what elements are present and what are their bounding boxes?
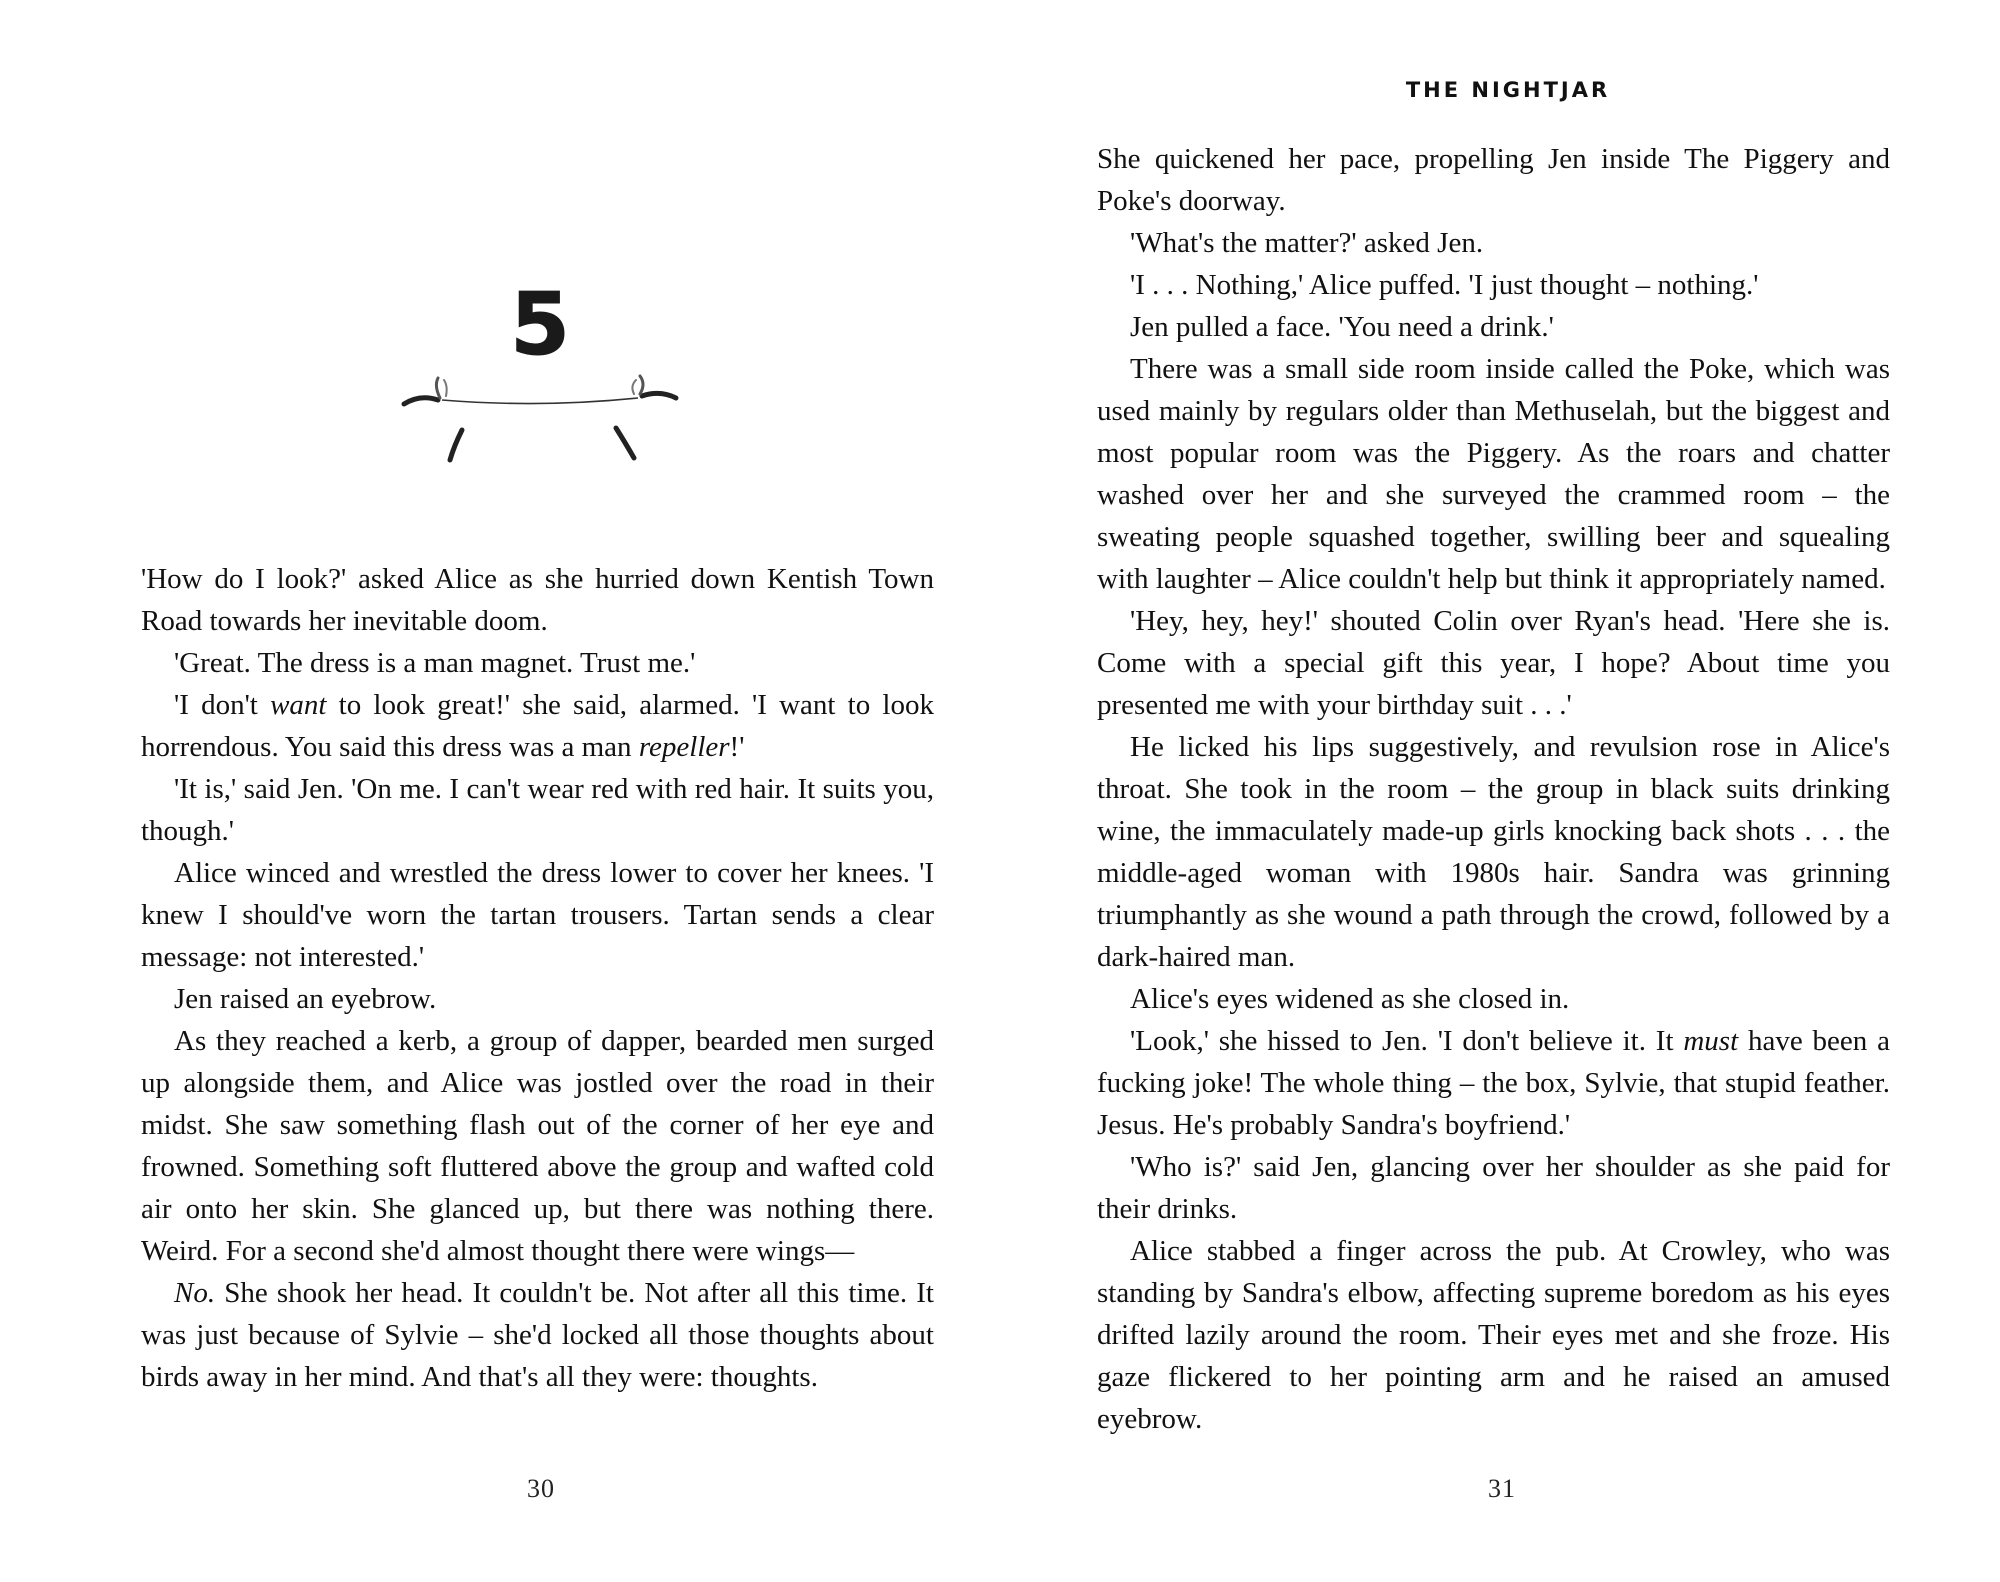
right-page [1000,0,2000,1582]
paragraph: 'How do I look?' asked Alice as she hurried down Kentish Town Road towards her inevitable doom. [141,563,934,637]
paragraph: 'Look,' she hissed to Jen. 'I don't believe it. It must have been a fucking joke! The whole thing – the box, Sylvie, that stupid feather. Jesus. He's probably Sandra's boyfriend.' [1097,1025,1890,1141]
paragraph: 'It is,' said Jen. 'On me. I can't wear red with red hair. It suits you, though.' [141,773,934,847]
paragraph: 'Hey, hey, hey!' shouted Colin over Ryan's head. 'Here she is. Come with a special gift this year, I hope? About time you presented me with your birthday suit . . .' [1097,605,1890,721]
chapter-number: 5 [510,275,570,375]
emphasis: must [1683,1025,1739,1057]
emphasis: want [270,689,327,721]
paragraph: Alice's eyes widened as she closed in. [1130,983,1570,1015]
running-head: THE NIGHTJAR [1405,78,1611,102]
paragraph: Jen pulled a face. 'You need a drink.' [1130,311,1554,343]
paragraph: Alice winced and wrestled the dress lower to cover her knees. 'I knew I should've worn the tartan trousers. Tartan sends a clear message: not interested.' [141,857,934,973]
emphasis: No. [174,1277,216,1309]
paragraph: Alice stabbed a finger across the pub. At Crowley, who was standing by Sandra's elbow, affecting supreme boredom as his eyes drifted lazily around the room. Their eyes met and she froze. His gaze flickered to her pointing arm and he raised an amused eyebrow. [1097,1235,1890,1435]
paragraph: 'I . . . Nothing,' Alice puffed. 'I just thought – nothing.' [1130,269,1759,301]
paragraph: He licked his lips suggestively, and revulsion rose in Alice's throat. She took in the room – the group in black suits drinking wine, the immaculately made-up girls knocking back shots . . . the middle-aged woman with 1980s hair. Sandra was grinning triumphantly as she wound a path through the crowd, followed by a dark-haired man. [1097,731,1890,973]
page-number: 31 [1488,1474,1516,1503]
paragraph: 'Great. The dress is a man magnet. Trust me.' [174,647,696,679]
left-page-body [141,558,934,1398]
paragraph: 'I don't want to look great!' she said, alarmed. 'I want to look horrendous. You said this dress was a man repeller!' [141,689,934,763]
page-number: 30 [527,1474,555,1503]
paragraph: She quickened her pace, propelling Jen inside The Piggery and Poke's doorway. [1097,143,1890,217]
paragraph: Jen raised an eyebrow. [174,983,437,1015]
paragraph: No. She shook her head. It couldn't be. Not after all this time. It was just because of Sylvie – she'd locked all those thoughts about birds away in her mind. And that's all they were: thoughts. [141,1277,934,1393]
paragraph: 'What's the matter?' asked Jen. [1130,227,1484,259]
emphasis: repeller [638,731,730,763]
right-page-body [1097,138,1890,1440]
chapter-ornament-icon [390,360,690,480]
paragraph: There was a small side room inside called the Poke, which was used mainly by regulars older than Methuselah, but the biggest and most popular room was the Piggery. As the roars and chatter washed over her and she surveyed the crammed room – the sweating people squashed together, swilling beer and squealing with laughter – Alice couldn't help but think it appropriately named. [1097,353,1890,595]
paragraph: As they reached a kerb, a group of dapper, bearded men surged up alongside them, and Alice was jostled over the road in their midst. She saw something flash out of the corner of her eye and frowned. Something soft fluttered above the group and wafted cold air onto her skin. She glanced up, but there was nothing there. Weird. For a second she'd almost thought there were wings— [141,1025,934,1267]
paragraph: 'Who is?' said Jen, glancing over her shoulder as she paid for their drinks. [1097,1151,1890,1225]
